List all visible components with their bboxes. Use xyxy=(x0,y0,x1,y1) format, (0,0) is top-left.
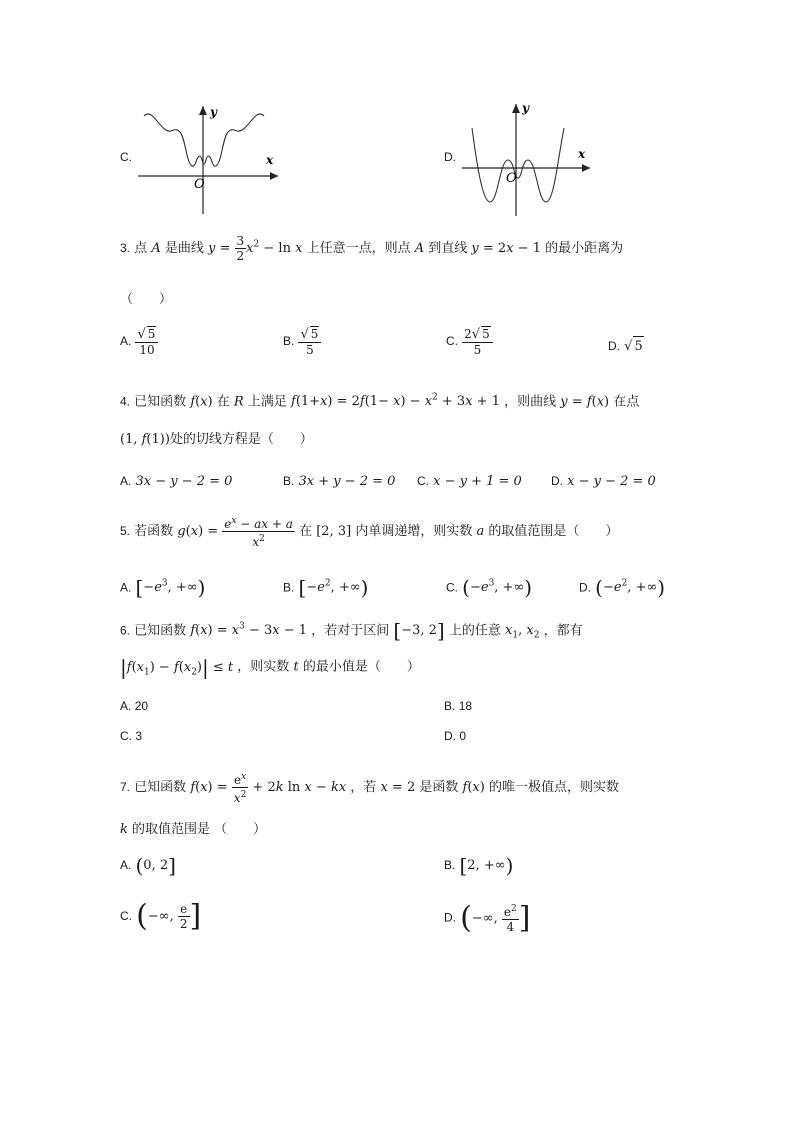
q3-text-1: 点 xyxy=(134,241,148,256)
q4-option-c: C. x − y + 1 = 0 xyxy=(417,474,522,489)
q5-option-b: B. [$-e^2$, +∞) xyxy=(283,575,369,600)
question-4-line-2: (1, f(1))处的切线方程是（ ） xyxy=(120,432,313,447)
q3-option-c: C. $\frac{2√ 5}{5}$ xyxy=(446,326,493,357)
q3-option-b: B. $\frac{√ 5}{5}$ xyxy=(283,326,321,357)
q3-text-2: 是曲线 xyxy=(164,241,204,256)
question-number: 3. xyxy=(120,241,131,255)
q5-option-d: D. ($-e^2$, +∞) xyxy=(579,575,666,600)
q7-option-a: A. (0, 2] xyxy=(120,853,176,878)
q6-option-a: A. 20 xyxy=(120,699,149,713)
q3-option-d: D. √ 5 xyxy=(608,336,644,357)
q6-option-b: B. 18 xyxy=(444,699,473,713)
q6-option-c: C. 3 xyxy=(120,729,143,743)
x-axis-label: x xyxy=(266,153,274,167)
question-7-line-2: k 的取值范围是 （ ） xyxy=(120,822,267,837)
origin-label: O xyxy=(506,171,517,186)
graph-d xyxy=(456,98,606,220)
question-7: 7. 已知函数 f(x) = $\frac{e^x}{x^2}$ + 2k ln x − kx ，若 x = 2 是函数 f(x) 的唯一极值点，则实数 xyxy=(120,772,619,805)
q7-option-b: B. [2, +∞) xyxy=(444,853,514,878)
question-4: 4. 已知函数 f(x) 在 R 上满足 $f(1+x) = 2f(1- x) - x^2 + 3x + 1$ ，则曲线 y = f(x) 在点 xyxy=(120,393,640,410)
question-6-line-2: $|f(x_1) - f(x_2)| \le t$ ，则实数 t 的最小值是（ ） xyxy=(120,655,420,679)
question-3: 3. 点 A 是曲线 y = $\frac{3}{2}$ $x^2 - \ln x$ 上任意一点，则点 A 到直线 y = 2x − 1 的最小距离为 xyxy=(120,234,624,263)
q7-option-c: C. (−∞, $\frac{e}{2}$ ] xyxy=(120,898,202,934)
option-c-label: C. xyxy=(120,150,132,164)
q4-option-b: B. 3x + y − 2 = 0 xyxy=(283,474,396,489)
q6-option-d: D. 0 xyxy=(444,729,467,743)
q3-option-a: A. $\frac{√ 5}{10}$ xyxy=(120,326,158,357)
q4-option-d: D. x − y − 2 = 0 xyxy=(551,474,656,489)
q3-paren: （ ） xyxy=(120,292,173,307)
question-number: 4. xyxy=(120,394,131,409)
q3-text-4: 到直线 xyxy=(428,241,468,256)
q7-option-d: D. (−∞, $\frac{e^2}{4}$ ] xyxy=(444,900,531,935)
origin-label: O xyxy=(194,177,205,192)
q3-text-3: 上任意一点，则点 xyxy=(306,241,411,256)
x-axis-label: x xyxy=(578,147,586,161)
q5-option-a: A. [$-e^3$, +∞) xyxy=(120,575,206,600)
y-axis-label: y xyxy=(210,105,217,119)
question-5: 5. 若函数 g(x) = $\frac{e^x - ax + a}{x^2}$ 在 [2, 3] 内单调递增，则实数 a 的取值范围是（ ） xyxy=(120,516,619,549)
option-d-label: D. xyxy=(444,150,456,164)
q3-text-5: 的最小距离为 xyxy=(545,241,624,256)
graph-c xyxy=(130,98,290,218)
q4-option-a: A. 3x − y − 2 = 0 xyxy=(120,474,233,489)
question-number: 5. xyxy=(120,524,131,538)
q5-option-c: C. ($-e^3$, +∞) xyxy=(446,575,533,600)
question-number: 6. xyxy=(120,623,131,638)
question-number: 7. xyxy=(120,780,131,794)
question-6: 6. 已知函数 $f(x) = x^3 - 3x - 1$ ，若对于区间 [−3, 2] 上的任意 $x_1$, $x_2$ ，都有 xyxy=(120,618,583,643)
y-axis-label: y xyxy=(522,101,529,115)
